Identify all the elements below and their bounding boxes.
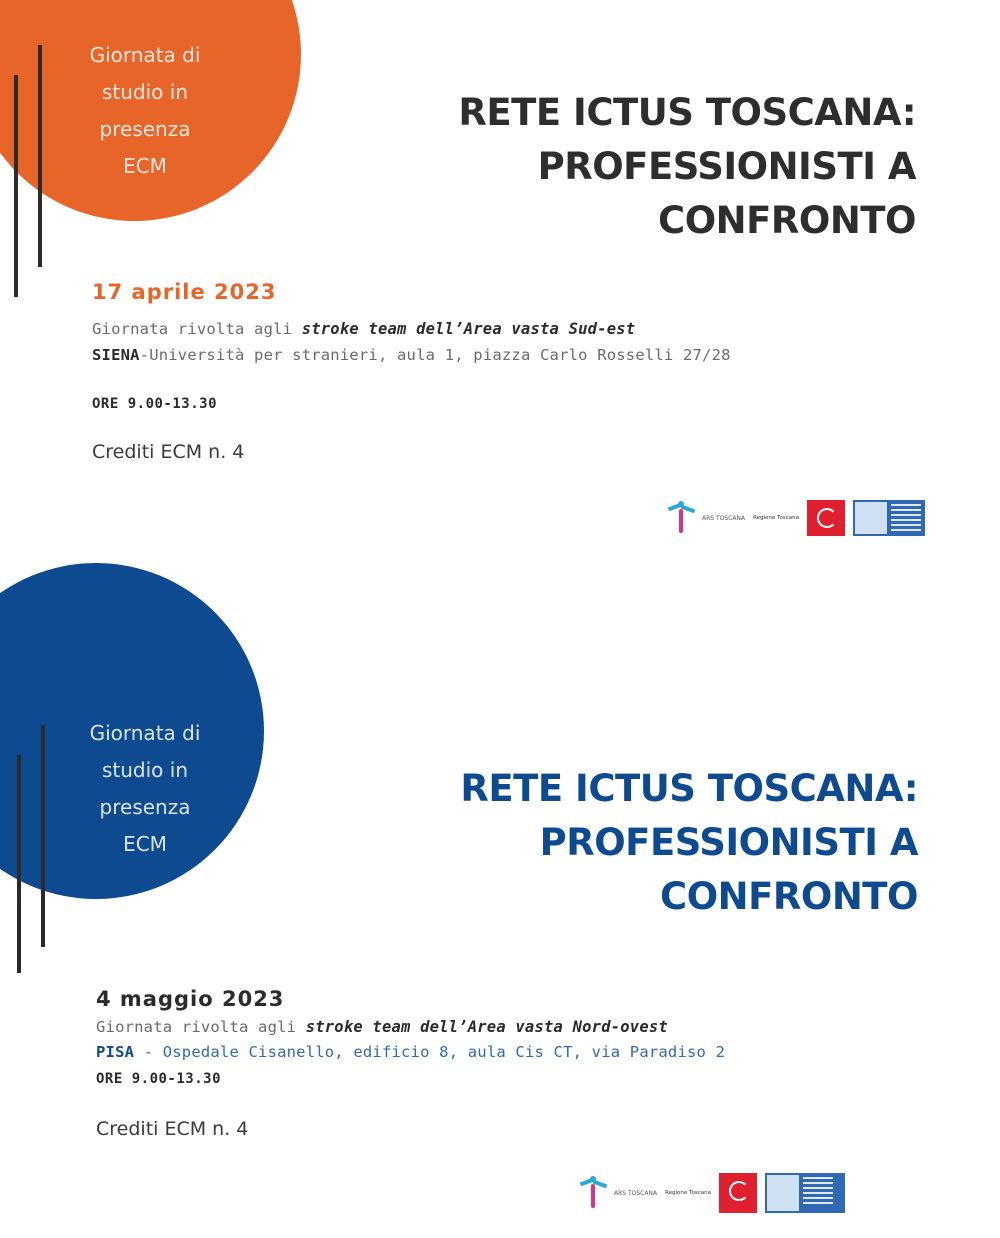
decorative-bar (41, 725, 45, 947)
ecm-credits: Crediti ECM n. 4 (92, 441, 245, 463)
ars-logo-text: ARS TOSCANA (614, 1189, 658, 1197)
event-title (460, 762, 918, 924)
badge-line: Giornata di (89, 43, 201, 67)
badge-line: Giornata di (89, 721, 201, 745)
title-line: CONFRONTO (658, 199, 916, 242)
badge-line: presenza (99, 795, 191, 819)
decorative-bar (17, 755, 21, 973)
title-line: RETE ICTUS TOSCANA: (460, 767, 918, 810)
audience-prefix: Giornata rivolta agli (96, 1018, 306, 1036)
badge-line: presenza (99, 117, 191, 141)
sponsor-logos (666, 500, 925, 536)
event-time: ORE 9.00-13.30 (96, 1071, 222, 1087)
regione-logo-text: Regione Toscana (665, 1190, 711, 1196)
event-date: 4 maggio 2023 (96, 987, 285, 1011)
event-time: ORE 9.00-13.30 (92, 396, 218, 412)
ars-logo-text: ARS TOSCANA (702, 514, 746, 522)
location-line (96, 1043, 725, 1061)
audience-target: stroke team dell’Area vasta Nord-ovest (305, 1018, 668, 1036)
audience-target: stroke team dell’Area vasta Sud-est (301, 320, 636, 338)
event-badge (60, 715, 230, 863)
event-date: 17 aprile 2023 (92, 280, 277, 304)
ars-logo-icon (578, 1176, 612, 1210)
regione-logo-text: Regione Toscana (753, 515, 799, 521)
badge-line: ECM (123, 154, 167, 178)
title-line: RETE ICTUS TOSCANA: (458, 91, 916, 134)
ars-logo-icon (666, 501, 700, 535)
badge-line: studio in (101, 758, 188, 782)
regione-toscana-emblem-icon (719, 1173, 757, 1213)
decorative-bar (38, 45, 42, 267)
ecm-credits: Crediti ECM n. 4 (96, 1118, 249, 1140)
sponsor-logos (578, 1173, 845, 1213)
location-address: -Università per stranieri, aula 1, piazza Carlo Rosselli 27/28 (139, 346, 731, 364)
audience-line (92, 320, 635, 338)
event-badge (60, 37, 230, 185)
event-title (458, 86, 916, 248)
title-line: PROFESSIONISTI A (537, 145, 916, 188)
location-city: PISA (96, 1043, 135, 1061)
location-address: - Ospedale Cisanello, edificio 8, aula Cis CT, via Paradiso 2 (134, 1043, 726, 1061)
title-line: PROFESSIONISTI A (539, 821, 918, 864)
event-card-pisa (0, 619, 1000, 1238)
decorative-bar (14, 75, 18, 297)
regione-toscana-emblem-icon (807, 500, 845, 536)
title-line: CONFRONTO (660, 875, 918, 918)
audience-prefix: Giornata rivolta agli (92, 320, 302, 338)
location-line (92, 346, 731, 364)
badge-line: studio in (101, 80, 188, 104)
badge-line: ECM (123, 832, 167, 856)
location-city: SIENA (92, 346, 140, 364)
university-logo-icon (853, 500, 925, 536)
event-card-siena (0, 0, 1000, 600)
university-logo-icon (765, 1173, 845, 1213)
audience-line (96, 1018, 668, 1036)
